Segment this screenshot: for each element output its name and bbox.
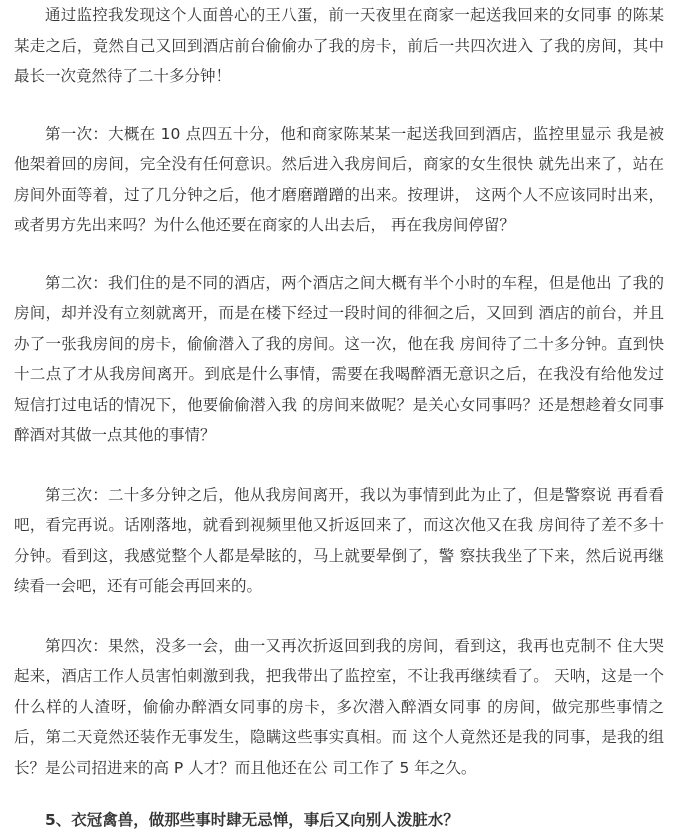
- paragraph-discovery: 通过监控我发现这个人面兽心的王八蛋，前一天夜里在商家一起送我回来的女同事 的陈某某走之后，竟然自己又回到酒店前台偷偷办了我的房卡，前后一共四次进入 了我的房间，其中最长一次竟然待了二十多分钟！: [14, 6, 664, 85]
- section-heading: 5、衣冠禽兽，做那些事时肆无忌惮，事后又向别人泼脏水？: [45, 811, 459, 829]
- paragraph-first-entry: 第一次：大概在 10 点四五十分，他和商家陈某某一起送我回到酒店，监控里显示 我是被他架着回的房间，完全没有任何意识。然后进入我房间后，商家的女生很快 就先出来了，站在房间外面等着，过了几分钟之后，他才磨磨蹭蹭的出来。按理讲， 这两个人不应该同时出来，或者男方先出来吗？为什么他还要在商家的人出去后， 再在我房间停留？: [14, 124, 664, 234]
- paragraph-fourth-entry: 第四次：果然，没多一会，曲一又再次折返回到我的房间，看到这，我再也克制不 住大哭起来，酒店工作人员害怕刺激到我，把我带出了监控室，不让我再继续看了。 天呐，这是一个什么样的人渣呀，偷偷办醉酒女同事的房卡，多次潜入醉酒女同事 的房间，做完那些事情之后，第二天竟然还装作无事发生，隐瞒这些事实真相。而 这个人竟然还是我的同事，是我的组长？是公司招进来的高 P 人才？而且他还在公 司工作了 5 年之久。: [14, 636, 664, 777]
- paragraph-third-entry: 第三次：二十多分钟之后，他从我房间离开，我以为事情到此为止了，但是警察说 再看看吧，看完再说。话刚落地，就看到视频里他又折返回来了，而这次他又在我 房间待了差不多十分钟。看到这，我感觉整个人都是晕眩的，马上就要晕倒了，警 察扶我坐了下来，然后说再继续看一会吧，还有可能会再回来的。: [14, 485, 664, 595]
- article-body: [14, 0, 664, 835]
- paragraph-second-entry: 第二次：我们住的是不同的酒店，两个酒店之间大概有半个小时的车程，但是他出 了我的房间，却并没有立刻就离开，而是在楼下经过一段时间的徘徊之后，又回到 酒店的前台，并且办了一张我房间的房卡，偷偷潜入了我的房间。这一次，他在我 房间待了二十多分钟。直到快十二点了才从我房间离开。到底是什么事情，需要在我喝醉酒无意识之后，在我没有给他发过短信打过电话的情况下，他要偷偷潜入我 的房间来做呢？是关心女同事吗？还是想趁着女同事醉酒对其做一点其他的事情？: [14, 273, 664, 444]
